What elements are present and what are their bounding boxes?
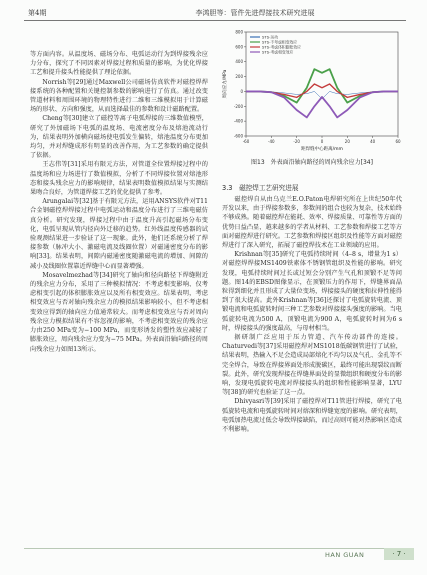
legend-entry: STS-不考虑相变效应 xyxy=(262,39,298,45)
y-tick-label: 600 xyxy=(235,44,243,50)
legend-entry: STS-考虑相变效应 xyxy=(262,49,294,55)
paragraph: 磁控焊自从由乌克兰E.O.Paton电焊研究所在上世纪50年代开发以来，由于焊接参数多，参数间的组合也较为复杂，技术始终不够成熟。随着磁控焊在能耗、效率、焊接质量、可靠性等方面的优势日益凸显，越来越多的学者从材料、工艺参数和焊接工艺等方面对磁控焊进行研究。工艺参数和焊接区组织及性能等方面对磁控焊进行了深入研究，拓展了磁控焊技术在工业领域的应用。 xyxy=(222,196,402,250)
legend-entry: STS-考虑体积膨胀效应 xyxy=(262,44,301,50)
figure-caption: 图13 外表面沿轴向路径的周向残余应力[34] xyxy=(251,159,373,166)
x-tick-label: 0 xyxy=(320,139,324,144)
x-tick-label: 40 xyxy=(370,139,376,144)
y-tick-label: -400 xyxy=(233,118,243,124)
paragraph: Dhivyasri等[39]采用了磁控焊对T11管进行焊接，研究了电弧旋转电流和电弧旋转时间对熔深和焊缝宽度的影响。研究表明，电弧加热电流过低会导致焊接缺陷，而过高则可能对热影响区造成不利影响。 xyxy=(222,398,402,434)
paragraph: 据研制广泛应用于压力管道、汽车传动部件的连接。Chaturvedi等[37]采用磁控焊对MS1018低碳钢管进行了试验，结果表明，热输入不足会造成局部熔化不均匀以及气孔、金孔等不完全焊合，导致在焊接界面处形成脱碳区，最终可能出现裂纹而断裂。此外，研究发现焊接在焊缝界面处的显微组织和硬度分布的影响，发现电弧旋转电流对焊接接头的组织和性能影响显著，LYU等[38]的研究也验证了这一点。 xyxy=(222,334,402,397)
right-column xyxy=(222,195,402,434)
paragraph: 王志伟等[31]采用有限元方法，对管道全位置焊接过程中的温度场和应力场进行了数值模拟，分析了不同焊接位置对熔池形态和接头残余应力的影响规律，结果表明数值模拟结果与实测结果吻合良好，为管道焊接工艺的优化提供了参考。 xyxy=(30,161,208,197)
running-title: 李鸿胆等：管件先进焊接技术研究进展 xyxy=(195,9,315,17)
residual-stress-chart xyxy=(220,26,405,154)
paragraph: Cheng等[30]建立了磁控等离子电弧焊接的三维数值模型，研究了外加磁场下电弧的温度场、电流密度分布及熔池流动行为，结果表明外加横向磁场使电弧发生偏转，熔池温度分布更加均匀，并对焊缝成形有明显的改善作用，为工艺参数的确定提供了依据。 xyxy=(30,115,208,160)
publication-name: HAN GUAN xyxy=(325,551,365,559)
x-tick-label: -60 xyxy=(242,139,250,144)
paragraph: Arungalai等[32]基于有限元方法，运用ANSYS软件对T11合金钢磁控焊焊接过程中电弧运动和温度分布进行了三维电磁仿真分析。研究发现，焊接过程中由于温度升高引起磁场分布变化，电弧呈现从管内径向外迁移的趋势。红外线温度传感器的试验观测结果进一步验证了这一现象。此外，他们还系统分析了焊接参数（脉冲大小、激磁电流及线圈位置）对磁通密度分布的影响[33]。结果表明，间隙内磁通密度随激磁电流的增加、间隙的减小及线圈位置靠近焊缝中心而显著增强。 xyxy=(30,198,208,270)
y-tick-label: 800 xyxy=(235,29,243,35)
page-number: · 7 · xyxy=(384,548,414,560)
footer-divider xyxy=(24,548,384,549)
section-heading: 3.3 磁控焊工艺研究进展 xyxy=(222,184,299,192)
x-axis-label: 距焊缝中心距离/mm xyxy=(301,147,343,152)
x-tick-label: -20 xyxy=(293,139,300,144)
paragraph: 等方面内容。从温度场、磁场分布、电弧运动行为到焊接残余应力分布，探究了不同因素对焊接过程和质量的影响，为优化焊接工艺和提升接头性能提供了理论依据。 xyxy=(30,51,208,77)
series-line xyxy=(246,91,398,117)
x-tick-label: -40 xyxy=(268,139,275,144)
legend-entry: STS-运动 xyxy=(262,34,279,40)
y-axis-label: 周向应力/MPa xyxy=(223,69,228,99)
y-tick-label: 0 xyxy=(240,88,243,94)
paragraph: Mosavelmezhad等[34]研究了轴向和径向路径下焊缝附近的残余应力分布，采用了三种模拟情况：不考虑相变影响、仅考虑相变引起的体积膨胀效应以及所有相变效应。结果表明，考虑相变效应与否对轴向残余应力的模拟结果影响较小，但不考虑相变效应得到的轴向应力值通常较大。而考虑相变效应与否对周向残余应力模拟结果有不容忽视的影响，不考虑相变效应的残余应力由250 MPa变为−100 MPa，而变形诱发的塑性效应减轻了膨胀效应，周向残余应力变为−75 MPa。外表面沿轴向路径的周向残余应力如图13所示。 xyxy=(30,271,208,353)
paragraph: Krishnan等[35]研究了电弧持续时间（4–8 s，增量为1 s）对磁控焊焊接MS1409铁素体不锈钢管组织及性能的影响。研究发现，电弧持续时间过长或过短会分别产生气孔和顶锻不足等问题。图14的EBSD图像显示，在顶锻压力的作用下，焊缝界面晶粒得到细化并且形成了大量位变场，焊接接头的硬度和拉伸性能得到了很大提高。此外Krishnan等[36]还探讨了电弧旋转电流、顶锻电流和电弧旋转时间三种工艺参数对焊接接头强度的影响。当电弧旋转电流为500 A，顶锻电流为900 A，电弧旋转时间为6 s时，焊接接头的强度最高，与母材相当。 xyxy=(222,251,402,332)
y-tick-label: -600 xyxy=(233,133,243,139)
y-tick-label: -200 xyxy=(233,103,243,109)
series-line xyxy=(246,84,398,97)
y-tick-label: 400 xyxy=(235,59,243,65)
issue-number: 第4期 xyxy=(28,9,47,17)
x-tick-label: 20 xyxy=(344,139,350,144)
header-divider xyxy=(24,20,406,21)
paragraph: Norrish等[29]通过Maxwell公司磁场仿真软件对磁控焊焊接系统的各种配置和关键控制参数的影响进行了仿真。通过改变管道材料和周围环境的物理特性进行二维和三维模拟用于计算磁场的形状、方向和强度，从而选择最佳的参数和设计磁路配置。 xyxy=(30,78,208,114)
left-column xyxy=(30,50,208,354)
y-tick-label: 200 xyxy=(235,74,243,80)
x-tick-label: 60 xyxy=(395,139,401,144)
